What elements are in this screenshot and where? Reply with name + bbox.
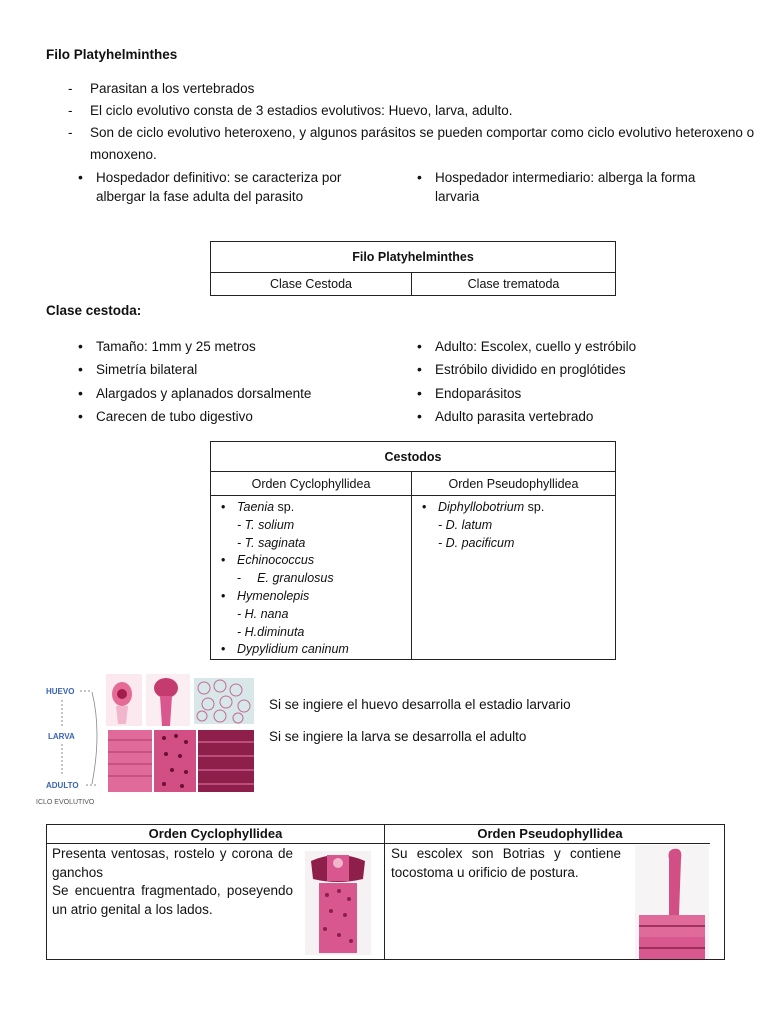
- adulto-label: ADULTO: [46, 781, 79, 790]
- table-cell: Orden Cyclophyllidea: [211, 472, 412, 496]
- huevo-label: HUEVO: [46, 687, 75, 696]
- list-item: - Parasitan a los vertebrados: [66, 78, 756, 100]
- section-title: Clase cestoda:: [46, 303, 142, 318]
- table-cell: Orden Pseudophyllidea: [412, 472, 616, 496]
- cestoda-left-list: [74, 335, 394, 428]
- life-cycle-figure: [36, 672, 261, 812]
- cyclophyllidea-species: • Taenia sp. - T. solium - T. saginata • Echinococcus - E. granulosus • Hymenolepis - H. nana - H.diminuta • Dypylidium caninum: [211, 496, 412, 660]
- page-title: Filo Platyhelminthes: [46, 47, 178, 62]
- list-item: - El ciclo evolutivo consta de 3 estadios evolutivos: Huevo, larva, adulto.: [66, 100, 756, 122]
- table-header: Cestodos: [211, 442, 616, 472]
- list-item: • Simetría bilateral: [74, 358, 394, 381]
- table-header: Orden Cyclophyllidea: [148, 826, 283, 841]
- list-item: • Alargados y aplanados dorsalmente: [74, 382, 394, 405]
- figure-caption: ICLO EVOLUTIVO: [36, 799, 95, 806]
- cestoda-right-list: [413, 335, 733, 428]
- pseudophyllidea-image: [635, 845, 709, 959]
- table-cell: Clase Cestoda: [211, 273, 412, 296]
- list-item: • Adulto parasita vertebrado: [413, 405, 733, 428]
- list-item: • Endoparásitos: [413, 382, 733, 405]
- list-item: • Tamaño: 1mm y 25 metros: [74, 335, 394, 358]
- phylum-table: [210, 241, 616, 296]
- pseudophyllidea-species: • Diphyllobotrium sp. - D. latum - D. pacificum: [412, 496, 616, 660]
- intro-list: [66, 78, 756, 166]
- cyclophyllidea-image: [305, 851, 371, 955]
- life-cycle-diagram: [36, 672, 261, 812]
- larva-label: LARVA: [48, 732, 75, 741]
- host-intermediate: • Hospedador intermediario: alberga la forma larvaria: [413, 168, 713, 206]
- table-header: Orden Pseudophyllidea: [477, 826, 623, 841]
- table-header: Filo Platyhelminthes: [211, 242, 616, 273]
- list-item: • Adulto: Escolex, cuello y estróbilo: [413, 335, 733, 358]
- list-item: • Estróbilo dividido en proglótides: [413, 358, 733, 381]
- list-item: - Son de ciclo evolutivo heteroxeno, y algunos parásitos se pueden comportar como ciclo evolutivo heteroxeno o monoxeno.: [66, 122, 756, 166]
- list-item: • Carecen de tubo digestivo: [74, 405, 394, 428]
- cycle-text-egg: Si se ingiere el huevo desarrolla el estadio larvario: [269, 697, 571, 712]
- host-definitive: • Hospedador definitivo: se caracteriza por albergar la fase adulta del parasito: [74, 168, 374, 206]
- pseudophyllidea-description: Su escolex son Botrias y contiene tocostoma u orificio de postura.: [391, 846, 621, 880]
- cycle-text-larva: Si se ingiere la larva se desarrolla el adulto: [269, 729, 527, 744]
- table-cell: Clase trematoda: [412, 273, 616, 296]
- orders-comparison-table: [46, 824, 725, 960]
- cestodes-table: [210, 441, 616, 660]
- cyclophyllidea-description: Presenta ventosas, rostelo y corona de ganchos Se encuentra fragmentado, poseyendo un atrio genital a los lados.: [52, 846, 293, 917]
